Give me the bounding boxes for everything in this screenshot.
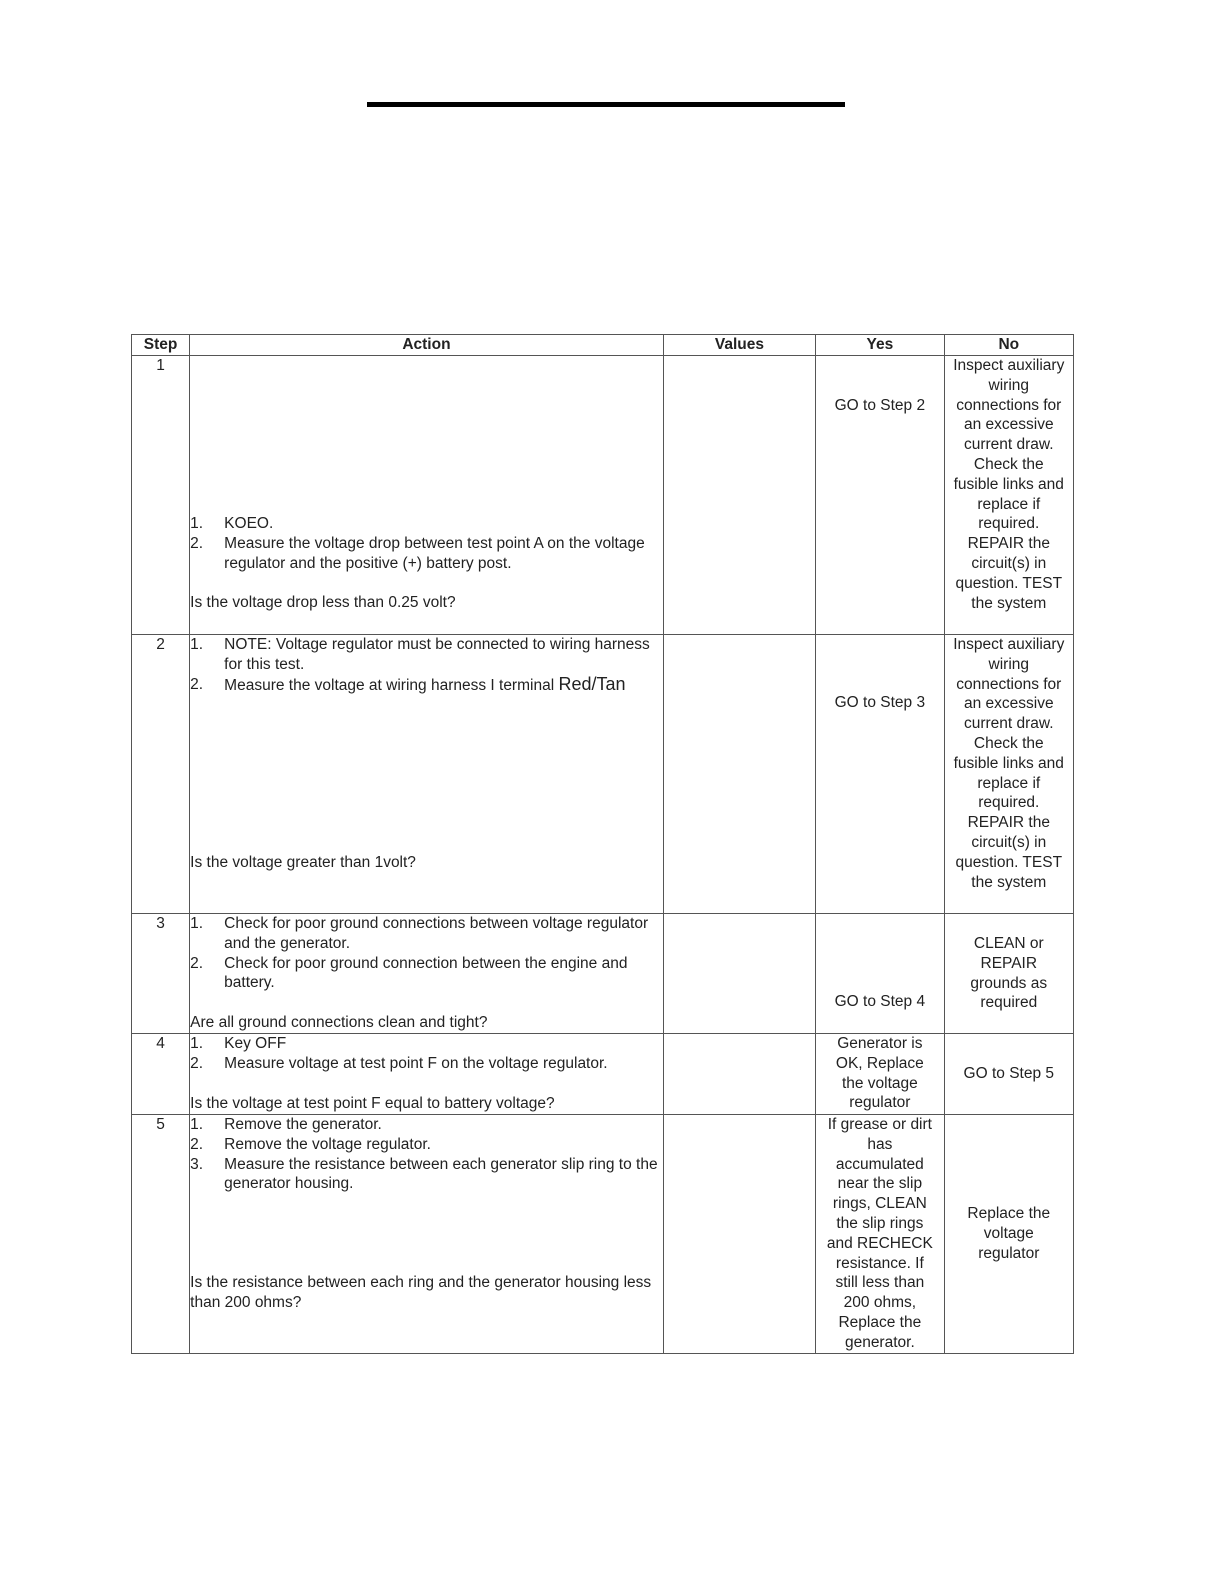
yes-cell <box>816 635 944 914</box>
no-cell <box>944 356 1073 635</box>
action-item <box>190 914 663 954</box>
no-cell <box>944 635 1073 914</box>
header-no: No <box>944 335 1073 356</box>
step-number: 1 <box>132 356 190 635</box>
yes-cell <box>816 1115 944 1354</box>
action-item <box>190 675 663 696</box>
action-item <box>190 1135 663 1155</box>
action-text: Remove the generator. <box>224 1116 382 1133</box>
action-number: 2. <box>190 954 204 972</box>
action-question: Is the voltage greater than 1volt? <box>190 854 416 872</box>
action-item <box>190 534 663 574</box>
table-row <box>132 356 1074 635</box>
yes-text: If grease or dirt has accumulated near the slip rings, CLEAN the slip rings and RECHECK resistance. If still less than 200 ohms, Replace the generator. <box>826 1116 933 1351</box>
values-cell <box>663 635 815 914</box>
table-row <box>132 1115 1074 1354</box>
no-cell <box>944 1034 1073 1115</box>
action-cell <box>190 635 664 914</box>
action-list <box>190 635 663 695</box>
action-question: Are all ground connections clean and tight? <box>190 1014 488 1032</box>
action-text: KOEO. <box>224 515 274 532</box>
no-text: Replace the voltage regulator <box>967 1205 1051 1262</box>
header-yes: Yes <box>816 335 944 356</box>
yes-cell <box>816 1034 944 1115</box>
no-text: Inspect auxiliary wiring connections for an excessive current draw. Check the fusible links and replace if required. REPAIR the circuit(s) in question. TEST the system <box>953 357 1065 612</box>
no-cell <box>944 914 1073 1034</box>
header-step: Step <box>132 335 190 356</box>
action-list <box>190 1115 663 1194</box>
action-number: 1. <box>190 1035 204 1052</box>
step-number: 2 <box>132 635 190 914</box>
no-text: GO to Step 5 <box>963 1065 1055 1083</box>
yes-text: GO to Step 2 <box>834 397 926 414</box>
yes-text: Generator is OK, Replace the voltage regulator <box>835 1035 924 1112</box>
action-number: 1. <box>190 1116 204 1133</box>
action-list <box>190 1034 663 1074</box>
action-text: NOTE: Voltage regulator must be connected to wiring harness for this test. <box>224 636 650 673</box>
header-action: Action <box>190 335 664 356</box>
action-number: 2. <box>190 534 204 552</box>
action-number: 2. <box>190 675 204 693</box>
yes-text: GO to Step 3 <box>834 694 926 711</box>
action-item <box>190 514 663 534</box>
action-list <box>190 914 663 993</box>
yes-text: GO to Step 4 <box>834 993 926 1010</box>
header-row <box>132 335 1074 356</box>
action-question: Is the voltage at test point F equal to battery voltage? <box>190 1094 555 1112</box>
action-item <box>190 635 663 675</box>
action-list <box>190 514 663 573</box>
no-text: CLEAN or REPAIR grounds as required <box>970 935 1048 1012</box>
action-text: Key OFF <box>224 1035 287 1052</box>
action-cell <box>190 356 664 635</box>
action-number: 1. <box>190 515 204 532</box>
diagnostic-table <box>131 334 1074 1354</box>
values-cell <box>663 1115 815 1354</box>
action-cell <box>190 914 664 1034</box>
yes-cell <box>816 356 944 635</box>
values-cell <box>663 356 815 635</box>
action-number: 2. <box>190 1135 204 1153</box>
action-item <box>190 1155 663 1195</box>
action-cell <box>190 1034 664 1115</box>
no-text: Inspect auxiliary wiring connections for an excessive current draw. Check the fusible links and replace if required. REPAIR the circuit(s) in question. TEST the system <box>953 636 1065 891</box>
action-text: Check for poor ground connections between voltage regulator and the generator. <box>224 915 649 952</box>
title-rule <box>367 102 845 107</box>
values-cell <box>663 1034 815 1115</box>
action-number: 1. <box>190 915 204 932</box>
action-item <box>190 954 663 994</box>
values-cell <box>663 914 815 1034</box>
action-number: 1. <box>190 636 204 653</box>
action-text: Measure the resistance between each generator slip ring to the generator housing. <box>224 1155 658 1193</box>
yes-cell <box>816 914 944 1034</box>
action-cell <box>190 1115 664 1354</box>
action-text: Measure the voltage drop between test point A on the voltage regulator and the positive (+) battery post. <box>224 534 645 572</box>
action-number: 3. <box>190 1155 204 1173</box>
action-text: Measure voltage at test point F on the voltage regulator. <box>224 1054 608 1072</box>
action-number: 2. <box>190 1054 204 1072</box>
action-question: Is the voltage drop less than 0.25 volt? <box>190 594 456 612</box>
wire-color: Red/Tan <box>558 673 626 694</box>
step-number: 4 <box>132 1034 190 1115</box>
action-item <box>190 1115 663 1135</box>
table-row <box>132 914 1074 1034</box>
action-question: Is the resistance between each ring and the generator housing less than 200 ohms? <box>190 1274 652 1311</box>
action-text: Check for poor ground connection between the engine and battery. <box>224 954 628 992</box>
no-cell <box>944 1115 1073 1354</box>
action-text: Measure the voltage at wiring harness I terminal <box>224 676 555 694</box>
action-item <box>190 1054 663 1074</box>
action-text: Remove the voltage regulator. <box>224 1135 431 1153</box>
step-number: 3 <box>132 914 190 1034</box>
step-number: 5 <box>132 1115 190 1354</box>
table-row <box>132 1034 1074 1115</box>
action-item <box>190 1034 663 1054</box>
header-values: Values <box>663 335 815 356</box>
table-row <box>132 635 1074 914</box>
